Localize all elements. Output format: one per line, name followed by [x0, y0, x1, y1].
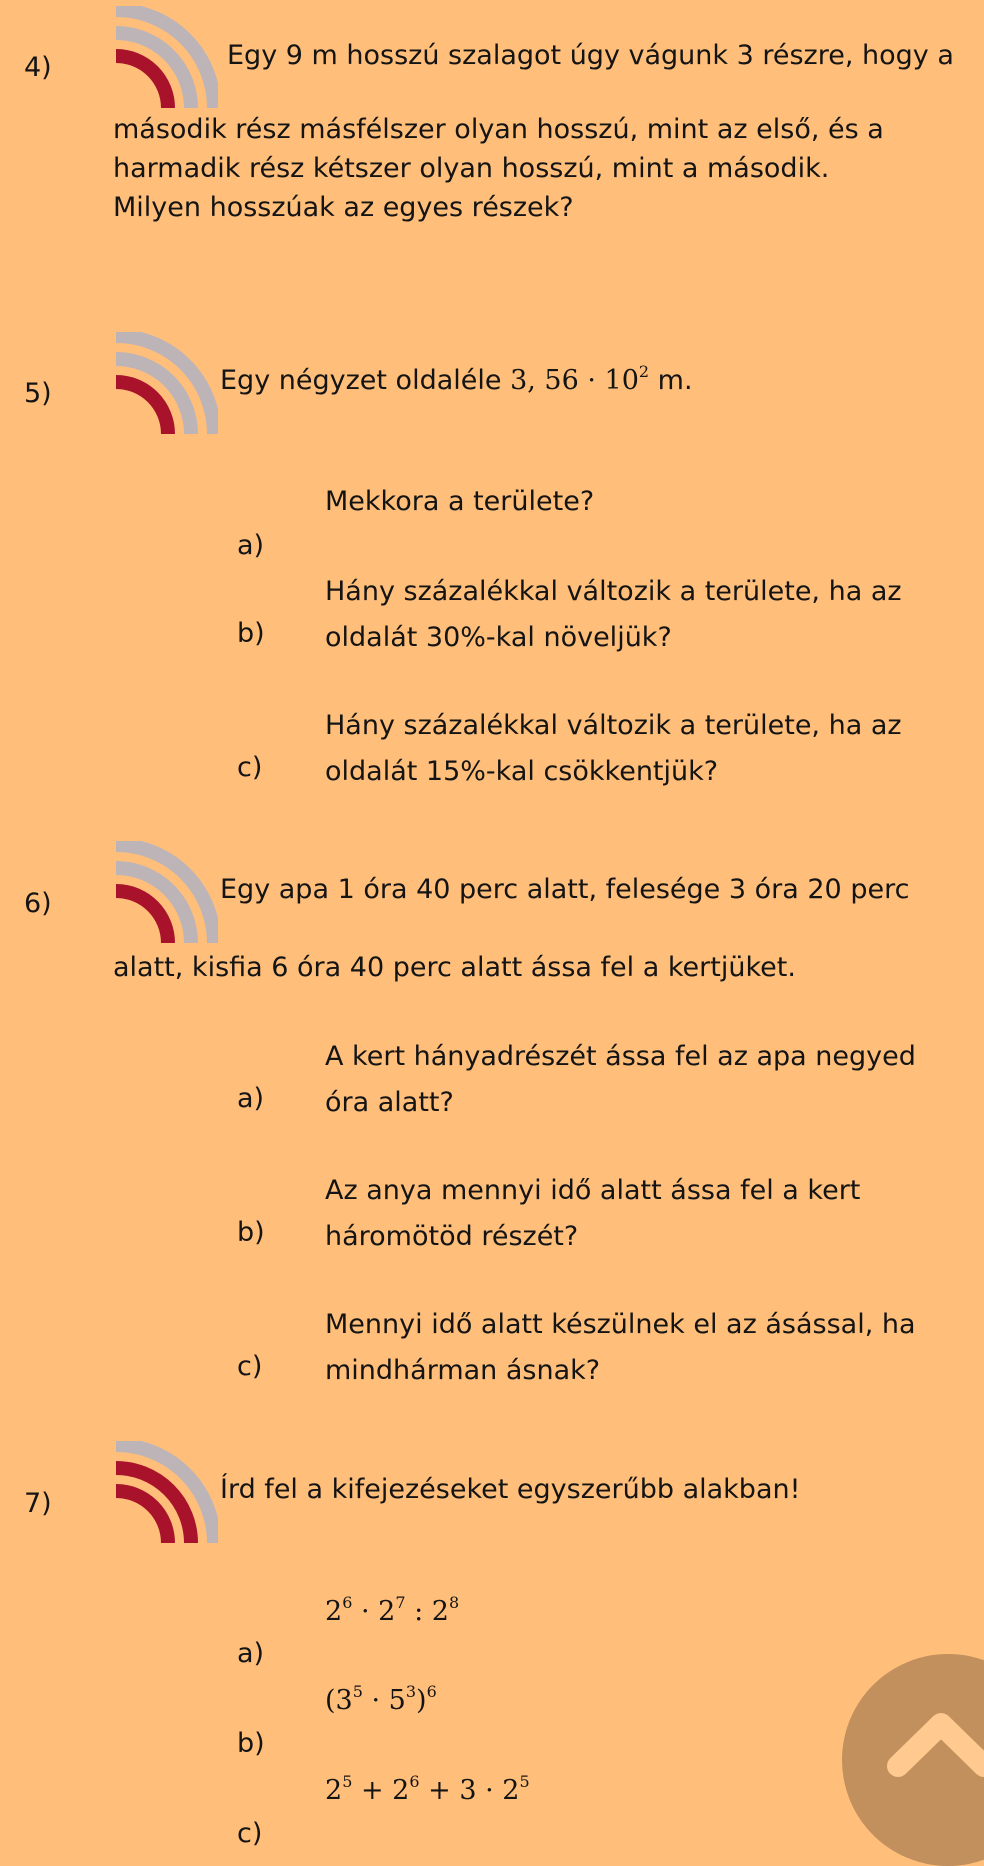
math-exponent: 5	[519, 1772, 530, 1791]
math-exponent: 3	[405, 1682, 417, 1701]
math-operator: (	[325, 1685, 336, 1716]
math-operator: + 3 ·	[419, 1775, 503, 1806]
problem-text-before: Egy négyzet oldaléle	[220, 365, 502, 396]
subquestion-label: c)	[237, 1818, 263, 1849]
problem-text-first-line: Egy apa 1 óra 40 perc alatt, felesége 3 óra 20 perc	[220, 874, 910, 905]
problem-text-first-line: Egy 9 m hosszú szalagot úgy vágunk 3 részre, hogy a	[227, 40, 954, 71]
math-expression	[325, 1772, 530, 1806]
math-operator: +	[352, 1775, 393, 1806]
subquestion-text: háromötöd részét?	[325, 1221, 579, 1252]
math-exponent: 8	[448, 1593, 460, 1612]
subquestion-text: A kert hányadrészét ássa fel az apa negyed	[325, 1041, 916, 1072]
subquestion-text: mindhárman ásnak?	[325, 1355, 601, 1386]
math-base: 2	[325, 1596, 343, 1627]
math-mantissa: 3, 56 · 10	[510, 365, 639, 396]
math-exponent: 6	[409, 1772, 420, 1791]
math-operator: )	[416, 1685, 427, 1716]
subquestion-text: Mekkora a területe?	[325, 486, 595, 517]
subquestion-label: b)	[237, 618, 265, 649]
problem-text-first-line: Írd fel a kifejezéseket egyszerűbb alakban!	[220, 1474, 801, 1505]
subquestion-text: Az anya mennyi idő alatt ássa fel a kert	[325, 1175, 861, 1206]
problem-text-after: m.	[657, 365, 693, 396]
math-expression	[325, 1682, 437, 1716]
subquestion-label: c)	[237, 1351, 263, 1382]
math-operator: :	[405, 1596, 432, 1627]
math-base: 5	[388, 1685, 406, 1716]
math-exponent: 5	[352, 1682, 363, 1701]
math-expression	[510, 362, 650, 396]
problem-number: 4)	[24, 52, 52, 83]
math-base: 3	[335, 1685, 353, 1716]
subquestion-label: a)	[237, 1638, 265, 1669]
math-base: 2	[325, 1775, 343, 1806]
subquestion-text: Hány százalékkal változik a területe, ha az	[325, 710, 902, 741]
problem-text: alatt, kisfia 6 óra 40 perc alatt ássa fel a kertjüket.	[113, 952, 796, 983]
subquestion-label: b)	[237, 1217, 265, 1248]
subquestion-label: a)	[237, 530, 265, 561]
math-exponent: 2	[638, 362, 650, 381]
math-exponent: 7	[395, 1593, 406, 1612]
problem-text: második rész másfélszer olyan hosszú, mint az első, és a harmadik rész kétszer olyan hosszú, mint a második. Milyen hosszúak az egyes részek?	[113, 114, 884, 223]
math-operator: ·	[362, 1685, 389, 1716]
problem-text	[220, 361, 693, 400]
subquestion-label: a)	[237, 1083, 265, 1114]
problem-number: 6)	[24, 888, 52, 919]
difficulty-level-icon	[116, 332, 218, 434]
math-base: 2	[392, 1775, 410, 1806]
math-exponent: 5	[342, 1772, 353, 1791]
math-base: 2	[502, 1775, 520, 1806]
subquestion-text: óra alatt?	[325, 1087, 454, 1118]
chevron-up-icon	[886, 1708, 984, 1778]
difficulty-level-icon	[116, 841, 218, 943]
subquestion-text: oldalát 30%-kal növeljük?	[325, 622, 672, 653]
problem-number: 5)	[24, 378, 52, 409]
difficulty-level-icon	[116, 1441, 218, 1543]
subquestion-text: Mennyi idő alatt készülnek el az ásással, ha	[325, 1309, 916, 1340]
math-base: 2	[431, 1596, 449, 1627]
math-base: 2	[378, 1596, 396, 1627]
math-operator: ·	[352, 1596, 379, 1627]
subquestion-label: c)	[237, 752, 263, 783]
subquestion-label: b)	[237, 1728, 265, 1759]
scroll-to-top-button[interactable]	[842, 1654, 984, 1866]
subquestion-text: Hány százalékkal változik a területe, ha az	[325, 576, 902, 607]
problem-number: 7)	[24, 1488, 52, 1519]
math-exponent: 6	[426, 1682, 437, 1701]
math-exponent: 6	[342, 1593, 353, 1612]
difficulty-level-icon	[116, 6, 218, 108]
math-expression	[325, 1593, 460, 1627]
subquestion-text: oldalát 15%-kal csökkentjük?	[325, 756, 719, 787]
